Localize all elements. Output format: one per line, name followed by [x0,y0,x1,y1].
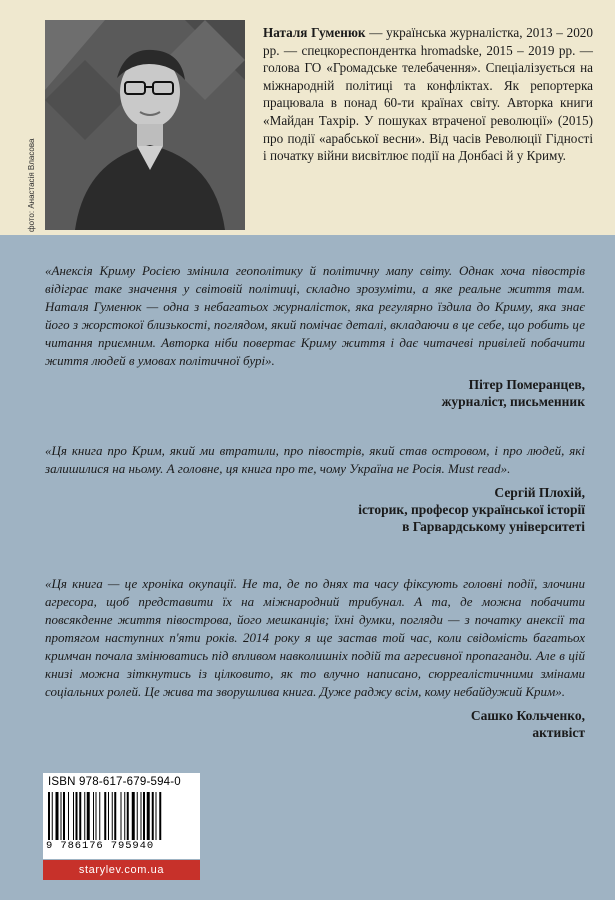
barcode-bar [93,792,94,840]
barcode-number: 9 786176 795940 [46,840,155,852]
author-name-line: Пітер Померанцев, [468,377,585,392]
author-name: Наталя Гуменюк [263,25,366,40]
barcode-bar [141,792,142,840]
barcode-bar [132,792,135,840]
barcode-bar [73,792,74,840]
barcode-bar [152,792,154,840]
quote-text: «Ця книга — це хроніка окупації. Не та, де по днях та часу фіксують головні події, злочини агресора, щоб представити їх на міжнародний трибунал. А та, де можна побачити повсякденне життя півострова, його мешканців; їхні думки, погляди — з початку анексії та протягом наступних п'яти років. 2014 року я ще застав той час, коли свідомість багатьох кримчан почала змінюватись під впливом навколишніх подій та агресивної пропаганди. Але в цій книзі можна зіткнутись із цілковито, як то влучно написано, сюрреалістичними змінами соціальних ролей. Це жива та зворушлива книга. Дуже раджу всім, кому небайдужий Крим». [45,576,585,699]
author-role-line: активіст [532,725,585,740]
barcode-bar [127,792,129,840]
publisher-website: starylev.com.ua [43,860,200,880]
author-role-line: історик, професор української історії [358,502,585,517]
barcode-bar [108,792,109,840]
author-name-line: Сергій Плохій, [494,485,585,500]
barcode-bar [56,792,59,840]
quote-text: «Ця книга про Крим, який ми втратили, про півострів, який став островом, і про людей, які залишилися на ньому. А головне, ця книга про те, чому Україна не Росія. Must read». [45,443,585,476]
barcode-bar [156,792,157,840]
quote-text: «Анексія Криму Росією змінила геополітику й політичну мапу світу. Однак хоча півострів відіграє таке значення у світовій політиці, складно зрозуміти, а яке реальне життя там. Наталя Гуменюк — одна з небагатьох журналісток, яка регулярно їздила до Криму, яка знає його з жорстокої близькості, поглядом, який помічає деталі, вкладаючи в це себе, що робить це читання приємним. Авторка ніби повертає Криму життя і дає читачеві привілей побачити життя людей в умовах політичної бурі». [45,263,585,368]
barcode-bar [147,792,150,840]
barcode-bar [121,792,122,840]
barcode-bar [124,792,125,840]
barcode-bar [96,792,97,840]
barcode-bar [63,792,65,840]
barcode-bar [104,792,106,840]
barcode-bar [87,792,90,840]
barcode-bar [52,792,53,840]
quote-author [45,484,585,535]
author-bio [263,24,593,165]
barcode-bar [68,792,69,840]
review-quote-3 [45,575,585,741]
review-quote-2 [45,442,585,535]
barcode-bar [112,792,113,840]
photo-credit: фото: Анастасія Власова [27,138,36,232]
barcode-bars [48,792,194,840]
barcode-bar [114,792,116,840]
barcode-bar [48,792,50,840]
barcode [43,773,200,859]
barcode-bar [99,792,100,840]
barcode-bar [61,792,62,840]
review-quote-1 [45,262,585,410]
bio-text: — українська журналістка, 2013 – 2020 рр. — спецкореспондентка hromadske, 2015 – 2019 рр. — голова ГО «Громадське телебачення». Спеціалізується на міжнародній політиці та конфліктах. Як репортерка працювала в понад 60-ти країнах світу. Авторка книги «Майдан Тахрір. У пошуках втраченої революції» (2015) про події «арабської весни». Від часів Революції Гідності і початку війни висвітлює події на Донбасі й у Криму. [263,25,593,164]
barcode-bar [137,792,138,840]
quote-author [45,376,585,410]
barcode-bar [84,792,85,840]
barcode-bar [79,792,81,840]
isbn-label: ISBN 978-617-679-594-0 [48,776,181,788]
author-role-line: журналіст, письменник [441,394,585,409]
barcode-bar [76,792,78,840]
barcode-bar [159,792,161,840]
author-name-line: Сашко Кольченко, [470,708,585,723]
barcode-bar [143,792,145,840]
quote-author [45,707,585,741]
author-role-line-2: в Гарвардському університеті [402,519,585,534]
author-photo [45,20,245,230]
